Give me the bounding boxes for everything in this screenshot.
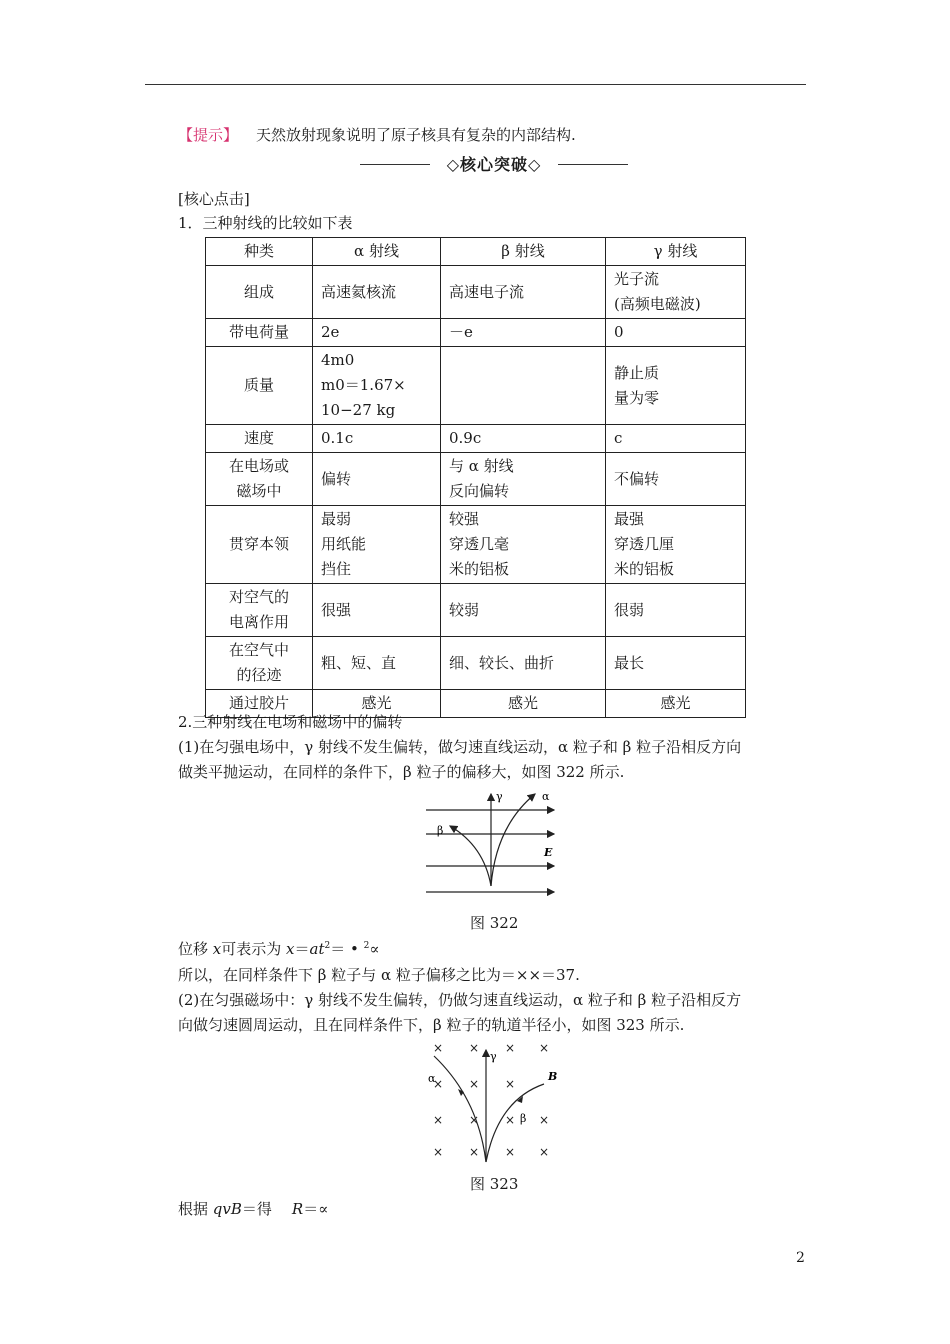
- cell-line: 量为零: [614, 388, 660, 407]
- cell-line: 在空气中: [228, 641, 289, 659]
- cell-line: 穿透几厘: [614, 535, 675, 553]
- f1-a: a: [309, 940, 319, 958]
- table-row: [206, 319, 746, 347]
- table-row: [206, 453, 746, 506]
- cell-line: 很弱: [614, 600, 645, 619]
- table-header-row: [206, 238, 746, 266]
- field-cross-mark: ×: [538, 1113, 550, 1127]
- alpha-ray-path: [491, 794, 535, 886]
- f3-prefix: 根据: [178, 1200, 213, 1218]
- table-cell-label: [206, 266, 313, 319]
- field-cross-mark: ×: [432, 1145, 444, 1159]
- cell-line: 通过胶片: [228, 694, 289, 712]
- table-cell-gamma: [606, 637, 746, 690]
- table-cell-gamma: [606, 266, 746, 319]
- cell-line: 偏转: [321, 469, 352, 488]
- page-number: 2: [796, 1250, 805, 1266]
- table-cell-alpha: [313, 584, 441, 637]
- beta-ray-path: [450, 826, 491, 886]
- cell-line: c: [614, 429, 623, 447]
- table-row: [206, 266, 746, 319]
- header-rule: [145, 84, 806, 85]
- cell-line: 高速电子流: [449, 282, 525, 301]
- cell-line: 感光: [660, 694, 691, 712]
- para2-line2: 向做匀速圆周运动，且在同样条件下，β 粒子的轨道半径小，如图 323 所示.: [178, 1016, 685, 1034]
- table-cell-beta: [441, 266, 606, 319]
- table-row: [206, 637, 746, 690]
- figure-322-caption: 图 322: [470, 914, 519, 932]
- table-row: [206, 425, 746, 453]
- cell-line: 最弱: [321, 510, 352, 528]
- figure-323-diagram: [420, 1038, 565, 1166]
- field-cross-mark: ×: [504, 1041, 516, 1055]
- item2-title: 2.三种射线在电场和磁场中的偏转: [178, 713, 403, 731]
- cell-line: 与 α 射线: [449, 457, 514, 475]
- cell-line: 0: [614, 323, 624, 341]
- table-cell-beta: [441, 347, 606, 425]
- table-row: [206, 506, 746, 584]
- cell-line: 很强: [321, 600, 352, 619]
- table-cell-beta: [441, 425, 606, 453]
- cell-line: 贯穿本领: [228, 535, 289, 553]
- cell-line: 静止质: [614, 363, 660, 382]
- cell-line: 感光: [361, 694, 392, 712]
- table-cell-label: [206, 637, 313, 690]
- cell-line: 米的铝板: [449, 560, 510, 578]
- cell-line: 不偏转: [614, 469, 660, 488]
- field-cross-mark: ×: [468, 1113, 480, 1127]
- field-cross-mark: ×: [468, 1041, 480, 1055]
- figure-322-diagram: [420, 786, 565, 898]
- f1-mid: 可表示为: [221, 940, 287, 958]
- cell-line: 米的铝板: [614, 560, 675, 578]
- table-cell-label: [206, 584, 313, 637]
- cell-line: 光子流: [614, 270, 660, 288]
- para1-line1: (1)在匀强电场中，γ 射线不发生偏转，做匀速直线运动，α 粒子和 β 粒子沿相反方向: [178, 738, 742, 756]
- table-header-cell: α 射线: [313, 238, 441, 266]
- cell-line: 0.1c: [321, 429, 354, 447]
- fig1-field-label: E: [544, 846, 553, 859]
- table-cell-gamma: [606, 347, 746, 425]
- fig1-beta-label: β: [437, 824, 444, 837]
- table-cell-alpha: [313, 453, 441, 506]
- hint-tag: 【提示】: [178, 126, 239, 144]
- table-cell-gamma: [606, 425, 746, 453]
- cell-line: 穿透几毫: [449, 535, 510, 553]
- cell-line: 10−27 kg: [321, 401, 396, 419]
- f1-t: t: [318, 940, 325, 958]
- table-header-cell: 种类: [206, 238, 313, 266]
- table-cell-label: [206, 347, 313, 425]
- table-cell-gamma: [606, 584, 746, 637]
- table-cell-label: [206, 425, 313, 453]
- figure-323-caption: 图 323: [470, 1175, 519, 1193]
- field-cross-mark: ×: [504, 1077, 516, 1091]
- f1-tail: ∝: [369, 940, 380, 958]
- formula-ratio: 所以，在同样条件下 β 粒子与 α 粒子偏移之比为＝××＝37.: [178, 966, 580, 984]
- field-cross-mark: ×: [468, 1077, 480, 1091]
- formula-radius: [178, 1198, 328, 1219]
- cell-line: 的径迹: [236, 666, 282, 684]
- table-cell-label: [206, 453, 313, 506]
- f3-rest: ＝∝: [303, 1200, 329, 1218]
- hint-text: 天然放射现象说明了原子核具有复杂的内部结构.: [256, 126, 576, 144]
- cell-line: 速度: [243, 429, 274, 447]
- table-cell-alpha: [313, 319, 441, 347]
- item1-title: 1．三种射线的比较如下表: [178, 214, 353, 232]
- cell-line: 在电场或: [228, 457, 289, 475]
- table-cell-alpha: [313, 425, 441, 453]
- table-cell-gamma: [606, 690, 746, 718]
- fig2-alpha-label: α: [428, 1072, 436, 1085]
- formula-displacement: [178, 938, 380, 959]
- field-cross-mark: ×: [432, 1041, 444, 1055]
- table-cell-beta: [441, 690, 606, 718]
- cell-line: 最强: [614, 510, 645, 528]
- table-header-cell: γ 射线: [606, 238, 746, 266]
- table-cell-beta: [441, 637, 606, 690]
- cell-line: (高频电磁波): [614, 295, 701, 313]
- cell-line: 细、较长、曲折: [449, 653, 555, 672]
- cell-line: 磁场中: [236, 482, 282, 500]
- cell-line: 较弱: [449, 600, 480, 619]
- section-title: ◇核心突破◇: [446, 155, 542, 174]
- section-rule-right: [558, 164, 628, 165]
- table-cell-label: [206, 319, 313, 347]
- field-cross-mark: ×: [468, 1145, 480, 1159]
- table-cell-label: [206, 506, 313, 584]
- field-cross-mark: ×: [504, 1113, 516, 1127]
- f1-prefix: 位移: [178, 940, 213, 958]
- f3-eq: ＝得: [241, 1200, 272, 1218]
- field-cross-mark: ×: [504, 1145, 516, 1159]
- cell-line: m0＝1.67×: [321, 376, 406, 394]
- cell-line: 2e: [321, 323, 340, 341]
- f3-qvb: qvB: [212, 1200, 242, 1218]
- table-cell-beta: [441, 506, 606, 584]
- cell-line: 0.9c: [449, 429, 482, 447]
- table-cell-gamma: [606, 506, 746, 584]
- fig1-gamma-label: γ: [496, 790, 503, 803]
- cell-line: 较强: [449, 510, 480, 528]
- cell-line: 用纸能: [321, 535, 367, 553]
- field-cross-mark: ×: [432, 1113, 444, 1127]
- fig2-beta-label: β: [520, 1112, 527, 1125]
- table-cell-alpha: [313, 347, 441, 425]
- section-heading: [360, 152, 628, 178]
- field-cross-mark: ×: [432, 1077, 444, 1091]
- cell-line: 感光: [507, 694, 538, 712]
- table-row: [206, 347, 746, 425]
- para1-line2: 做类平抛运动，在同样的条件下，β 粒子的偏移大，如图 322 所示.: [178, 763, 625, 781]
- fig2-field-label: B: [548, 1070, 558, 1083]
- cell-line: 组成: [243, 282, 274, 301]
- f1-x2: x: [286, 940, 295, 958]
- f1-x: x: [212, 940, 222, 958]
- hint-line: [178, 124, 576, 145]
- table-row: [206, 584, 746, 637]
- cell-line: 反向偏转: [449, 482, 510, 500]
- fig1-alpha-label: α: [542, 790, 550, 803]
- cell-line: 高速氦核流: [321, 282, 397, 301]
- fig2-gamma-label: γ: [490, 1050, 497, 1063]
- table-cell-beta: [441, 584, 606, 637]
- f1-eq: ＝: [294, 940, 310, 958]
- table-cell-alpha: [313, 266, 441, 319]
- f3-r: R: [291, 1200, 304, 1218]
- table-cell-alpha: [313, 506, 441, 584]
- comparison-table: [205, 237, 746, 718]
- table-cell-beta: [441, 319, 606, 347]
- cell-line: 质量: [243, 376, 274, 394]
- f1-sup-b: 2: [363, 941, 370, 951]
- field-cross-mark: ×: [538, 1041, 550, 1055]
- cell-line: 粗、短、直: [321, 653, 397, 672]
- section-rule-left: [360, 164, 430, 165]
- core-point-label: [核心点击]: [178, 190, 250, 208]
- f1-rest: ＝ •: [330, 940, 364, 958]
- table-cell-beta: [441, 453, 606, 506]
- f1-sup: 2: [324, 941, 331, 951]
- cell-line: －e: [449, 323, 473, 341]
- table-cell-alpha: [313, 637, 441, 690]
- field-cross-mark: ×: [538, 1145, 550, 1159]
- table-header-cell: β 射线: [441, 238, 606, 266]
- cell-line: 电离作用: [228, 613, 289, 631]
- cell-line: 挡住: [321, 560, 352, 578]
- table-cell-gamma: [606, 319, 746, 347]
- cell-line: 带电荷量: [228, 323, 289, 341]
- cell-line: 对空气的: [228, 588, 289, 606]
- para2-line1: (2)在匀强磁场中：γ 射线不发生偏转，仍做匀速直线运动，α 粒子和 β 粒子沿相反方: [178, 991, 742, 1009]
- table-cell-gamma: [606, 453, 746, 506]
- cell-line: 最长: [614, 653, 645, 672]
- cell-line: 4m0: [321, 351, 355, 369]
